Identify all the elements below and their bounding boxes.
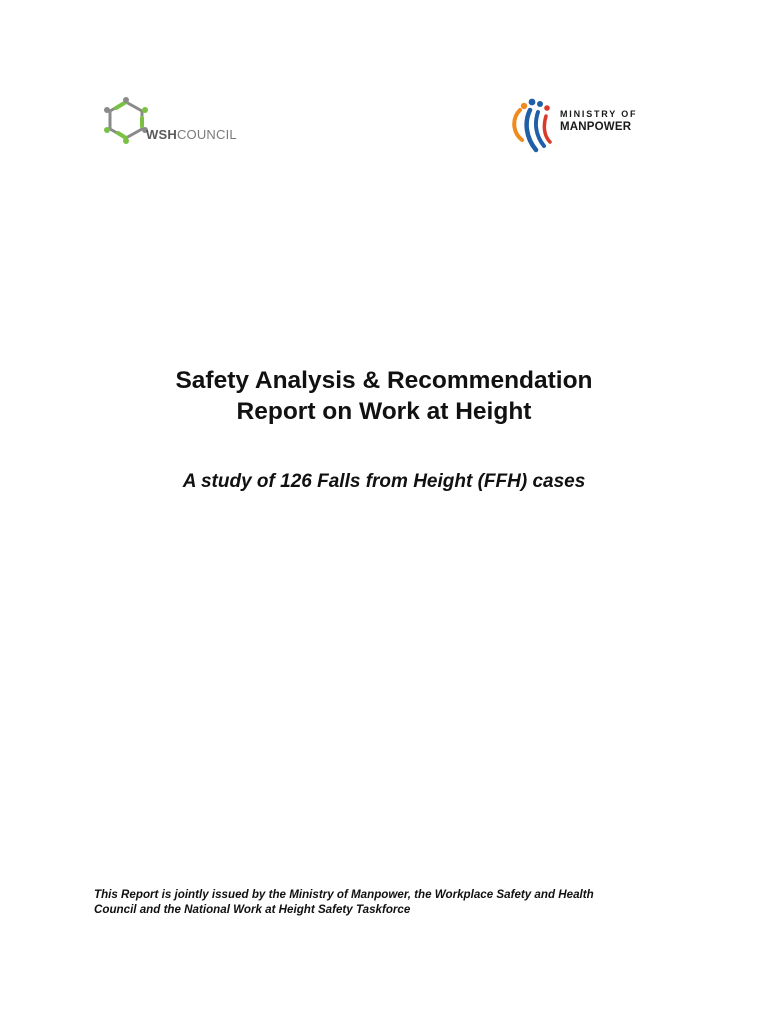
joint-issue-note — [94, 887, 694, 917]
report-title-line1: Safety Analysis & Recommendation — [175, 367, 593, 394]
wsh-hexagon-icon — [102, 96, 150, 146]
mom-logo-wordmark — [560, 110, 637, 134]
wsh-logo-text-bold: WSH — [146, 127, 177, 142]
wsh-council-logo — [102, 96, 252, 148]
joint-issue-note-line2: Council and the National Work at Height Safety Taskforce — [94, 903, 411, 916]
ministry-of-manpower-logo — [510, 96, 660, 158]
mom-figures-icon — [510, 96, 558, 158]
mom-logo-line1: MINISTRY OF — [560, 109, 638, 119]
wsh-logo-text-light: COUNCIL — [176, 127, 237, 142]
wsh-logo-wordmark — [146, 127, 237, 142]
report-title-line2: Report on Work at Height — [236, 398, 532, 425]
joint-issue-note-line1: This Report is jointly issued by the Ministry of Manpower, the Workplace Safety and Health — [94, 888, 594, 901]
mom-logo-line2: MANPOWER — [560, 121, 632, 133]
report-subtitle: A study of 126 Falls from Height (FFH) cases — [182, 471, 586, 492]
